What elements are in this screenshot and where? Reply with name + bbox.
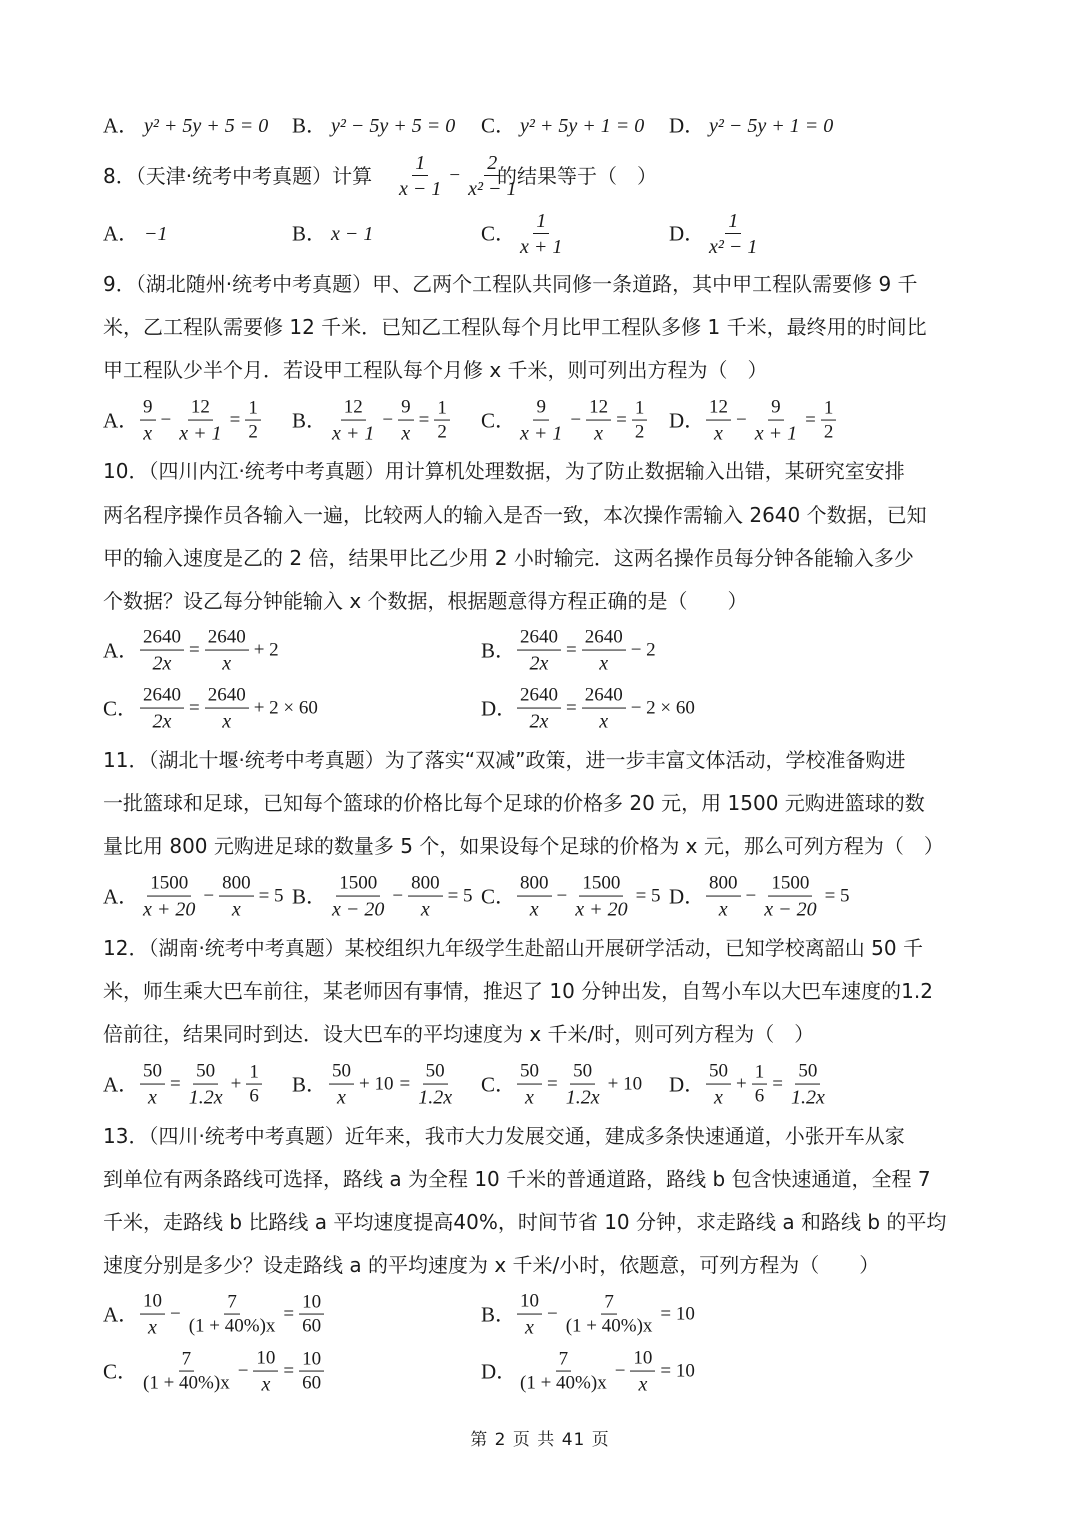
q11-option-d: $\frac{800}{x}$ − $\frac{1500}{x - 20}$ = 5 — [704, 874, 853, 921]
q11-line-2: 一批篮球和足球，已知每个篮球的价格比每个足球的价格多 20 元，用 1500 元购进篮球的数 — [103, 791, 925, 815]
q12-option-d: $\frac{50}{x}$ + $\frac{1}{6}$ = $\frac{50}{1.2x}$ — [704, 1062, 830, 1109]
q10-option-d: $\frac{2640}{2x}$ = $\frac{2640}{x}$ − 2 × 60 — [515, 686, 698, 733]
q9-option-c: $\frac{9}{x + 1}$ − $\frac{12}{x}$ = $\frac{1}{2}$ — [515, 398, 649, 445]
q10-option-c: $\frac{2640}{2x}$ = $\frac{2640}{x}$ + 2 × 60 — [138, 686, 321, 733]
q7-option-a-label: A． — [103, 113, 140, 138]
q7-option-d-label: D． — [669, 113, 706, 138]
fraction: $\frac{1}{x + 1}$ — [520, 210, 563, 258]
fraction: $\frac{2}{\text{x² − 1}}$ — [468, 152, 517, 200]
q12-option-a-label: A． — [103, 1072, 140, 1097]
q8-stem-post: 的结果等于（ ） — [497, 164, 657, 188]
q8-expression: $\frac{1}{x - 1}$ − $\frac{2}{\text{x² − 1}}$ — [394, 152, 521, 200]
q8-option-c-label: C． — [481, 221, 517, 246]
q8-stem-pre: 8．（天津·统考中考真题）计算 — [103, 164, 373, 188]
q10-option-c-label: C． — [103, 696, 139, 721]
q9-option-a-label: A． — [103, 408, 140, 433]
q11-option-c: $\frac{800}{x}$ − $\frac{1500}{x + 20}$ = 5 — [515, 874, 664, 921]
q11-line-3: 量比用 800 元购进足球的数量多 5 个，如果设每个足球的价格为 x 元，那么可列方程为（ ） — [103, 834, 944, 858]
q11-option-b: $\frac{1500}{x - 20}$ − $\frac{800}{x}$ = 5 — [332, 872, 473, 921]
q9-line-3: 甲工程队少半个月．若设甲工程队每个月修 x 千米，则可列出方程为（ ） — [103, 358, 768, 382]
q13-option-c: $\frac{7}{(1 + 40\%)x}$ − $\frac{10}{x}$ = $\frac{10}{60}$ — [138, 1349, 326, 1396]
q13-option-d: $\frac{7}{(1 + 40\%)x}$ − $\frac{10}{x}$ = 10 — [520, 1347, 695, 1396]
q12-option-c: $\frac{50}{x}$ = $\frac{50}{1.2x}$ + 10 — [515, 1062, 645, 1109]
q10-line-2: 两名程序操作员各输入一遍，比较两人的输入是否一致，本次操作需输入 2640 个数据，已知 — [103, 503, 927, 527]
q8-option-d-label: D． — [669, 221, 706, 246]
q10-option-a-label: A． — [103, 638, 140, 663]
q12-line-2: 米，师生乘大巴车前往，某老师因有事情，推迟了 10 分钟出发，自驾小车以大巴车速度的1.2 — [103, 979, 933, 1003]
q9-line-2: 米，乙工程队需要修 12 千米．已知乙工程队每个月比甲工程队多修 1 千米，最终用的时间比 — [103, 315, 927, 339]
q8-option-a: −1 — [144, 223, 168, 245]
q9-option-b: $\frac{12}{x + 1}$ − $\frac{9}{x}$ = $\frac{1}{2}$ — [327, 398, 452, 445]
q13-line-2: 到单位有两条路线可选择，路线 a 为全程 10 千米的普通道路，路线 b 包含快速通道，全程 7 — [103, 1167, 931, 1191]
q11-option-d-label: D． — [669, 884, 706, 909]
page-footer: 第 2 页 共 41 页 — [470, 1430, 610, 1450]
q12-option-a: $\frac{50}{x}$ = $\frac{50}{1.2x}$ + $\frac{1}{6}$ — [138, 1062, 264, 1109]
q7-option-b-label: B． — [292, 113, 328, 138]
q7-option-c-label: C． — [481, 113, 517, 138]
q9-option-a: $\frac{9}{x}$ − $\frac{12}{x + 1}$ = $\frac{1}{2}$ — [138, 398, 263, 445]
q9-line-1: 9．（湖北随州·统考中考真题）甲、乙两个工程队共同修一条道路，其中甲工程队需要修 9 千 — [103, 272, 918, 296]
q11-line-1: 11．（湖北十堰·统考中考真题）为了落实“双减”政策，进一步丰富文体活动，学校准备购进 — [103, 748, 906, 772]
q10-line-3: 甲的输入速度是乙的 2 倍，结果甲比乙少用 2 小时输完．这两名操作员每分钟各能输入多少 — [103, 546, 914, 570]
q11-option-a: $\frac{1500}{x + 20}$ − $\frac{800}{x}$ = 5 — [143, 872, 284, 921]
q8-option-b-label: B． — [292, 221, 328, 246]
q10-line-4: 个数据？设乙每分钟能输入 x 个数据，根据题意得方程正确的是（ ） — [103, 589, 748, 613]
q7-option-c: y² + 5y + 1 = 0 — [520, 115, 645, 137]
q11-option-a-label: A． — [103, 884, 140, 909]
q9-option-d: $\frac{12}{x}$ − $\frac{9}{x + 1}$ = $\frac{1}{2}$ — [704, 398, 838, 445]
q13-line-4: 速度分别是多少？设走路线 a 的平均速度为 x 千米/小时，依题意，可列方程为（ ） — [103, 1253, 880, 1277]
q12-option-d-label: D． — [669, 1072, 706, 1097]
q7-option-d: y² − 5y + 1 = 0 — [709, 115, 834, 137]
q12-option-b: $\frac{50}{x}$ + 10 = $\frac{50}{1.2x}$ — [327, 1062, 457, 1109]
q13-option-b-label: B． — [481, 1302, 517, 1327]
q13-option-c-label: C． — [103, 1359, 139, 1384]
q13-option-a-label: A． — [103, 1302, 140, 1327]
q11-option-b-label: B． — [292, 884, 328, 909]
q7-option-a: y² + 5y + 5 = 0 — [144, 115, 269, 137]
q10-option-b: $\frac{2640}{2x}$ = $\frac{2640}{x}$ − 2 — [515, 628, 659, 675]
q13-option-b: $\frac{10}{x}$ − $\frac{7}{(1 + 40\%)x}$ = 10 — [515, 1292, 698, 1339]
q7-option-b: y² − 5y + 5 = 0 — [331, 115, 456, 137]
q11-option-c-label: C． — [481, 884, 517, 909]
q13-option-d-label: D． — [481, 1359, 518, 1384]
q8-option-d — [704, 210, 762, 258]
q12-line-1: 12．（湖南·统考中考真题）某校组织九年级学生赴韶山开展研学活动，已知学校离韶山 50 千 — [103, 936, 923, 960]
q9-option-b-label: B． — [292, 408, 328, 433]
fraction: $\frac{1}{x - 1}$ — [399, 152, 442, 200]
q10-option-a: $\frac{2640}{2x}$ = $\frac{2640}{x}$ + 2 — [138, 628, 282, 675]
q9-option-d-label: D． — [669, 408, 706, 433]
q13-line-3: 千米，走路线 b 比路线 a 平均速度提高40%，时间节省 10 分钟，求走路线 a 和路线 b 的平均 — [103, 1210, 947, 1234]
fraction: $\frac{1}{\text{x² − 1}}$ — [709, 210, 758, 258]
q10-option-b-label: B． — [481, 638, 517, 663]
q10-option-d-label: D． — [481, 696, 518, 721]
q12-option-c-label: C． — [481, 1072, 517, 1097]
q8-option-c — [515, 210, 567, 258]
q13-line-1: 13．（四川·统考中考真题）近年来，我市大力发展交通，建成多条快速通道，小张开车从家 — [103, 1124, 905, 1148]
q8-option-b: x − 1 — [331, 223, 374, 245]
q12-line-3: 倍前往，结果同时到达．设大巴车的平均速度为 x 千米/时，则可列方程为（ ） — [103, 1022, 815, 1046]
q12-option-b-label: B． — [292, 1072, 328, 1097]
q9-option-c-label: C． — [481, 408, 517, 433]
q10-line-1: 10．（四川内江·统考中考真题）用计算机处理数据，为了防止数据输入出错，某研究室安排 — [103, 459, 905, 483]
q8-option-a-label: A． — [103, 221, 140, 246]
q13-option-a: $\frac{10}{x}$ − $\frac{7}{(1 + 40\%)x}$ = $\frac{10}{60}$ — [138, 1292, 326, 1339]
